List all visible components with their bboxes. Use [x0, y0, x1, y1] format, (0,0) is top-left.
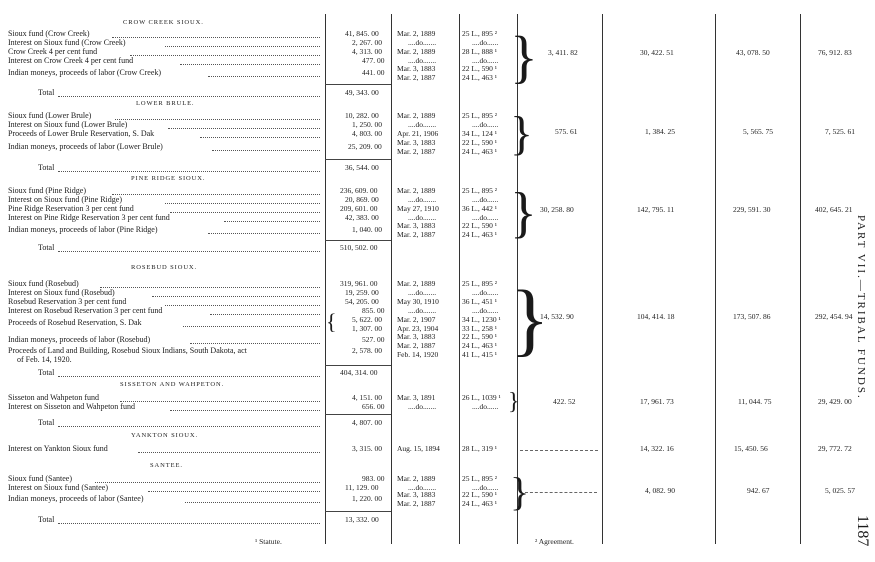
- citation: 36 L., 451 ¹: [462, 297, 497, 306]
- total-label: Total: [38, 368, 55, 377]
- footnote-agreement: ² Agreement.: [535, 537, 574, 546]
- citation: 36 L., 442 ¹: [462, 204, 497, 213]
- row-label: Interest on Sioux fund (Pine Ridge): [8, 195, 122, 204]
- amount: 209, 601. 00: [340, 204, 378, 213]
- date: May 27, 1910: [397, 204, 439, 213]
- amount: 25, 209. 00: [348, 142, 382, 151]
- amount: 855. 00: [362, 306, 385, 315]
- total-label: Total: [38, 515, 55, 524]
- citation: 34 L., 1230 ¹: [462, 315, 501, 324]
- row-label: Interest on Crow Creek 4 per cent fund: [8, 56, 134, 65]
- date: Mar. 2, 1889: [397, 279, 436, 288]
- date: ....do.......: [408, 195, 437, 204]
- column-rule: [715, 14, 716, 544]
- section-heading: CROW CREEK SIOUX.: [123, 19, 204, 26]
- col4-value: 402, 645. 21: [815, 205, 853, 214]
- date: Mar. 2, 1887: [397, 341, 436, 350]
- amount: 656. 00: [362, 402, 385, 411]
- bracket-icon: }: [510, 182, 537, 244]
- page-number: 1187: [854, 515, 871, 547]
- col1-value: 3, 411. 82: [548, 48, 578, 57]
- bracket-icon: }: [510, 107, 534, 160]
- date: Mar. 2, 1889: [397, 47, 436, 56]
- row-label: Interest on Sioux fund (Crow Creek): [8, 38, 126, 47]
- section-heading: YANKTON SIOUX.: [131, 432, 199, 439]
- date: Mar. 3, 1883: [397, 221, 436, 230]
- amount: 41, 845. 00: [345, 29, 379, 38]
- total-amount: 49, 343. 00: [345, 88, 379, 97]
- date: Apr. 21, 1906: [397, 129, 439, 138]
- col2-value: 14, 322. 16: [640, 444, 674, 453]
- total-label: Total: [38, 163, 55, 172]
- row-label: Indian moneys, proceeds of labor (Lower Brule): [8, 142, 163, 151]
- amount: 527. 00: [362, 335, 385, 344]
- blank-leader: [525, 492, 597, 493]
- total-label: Total: [38, 88, 55, 97]
- section-heading: PINE RIDGE SIOUX.: [131, 175, 206, 182]
- amount: 5, 622. 00: [352, 315, 382, 324]
- row-label: Sioux fund (Lower Brule): [8, 111, 92, 120]
- citation: 28 L., 888 ¹: [462, 47, 497, 56]
- col4-value: 29, 429. 00: [818, 397, 852, 406]
- amount: 319, 961. 00: [340, 279, 378, 288]
- row-label: Sioux fund (Crow Creek): [8, 29, 90, 38]
- row-label: Indian moneys, proceeds of labor (Rosebud): [8, 335, 151, 344]
- row-label: Proceeds of Lower Brule Reservation, S. Dak: [8, 129, 155, 138]
- citation: 24 L., 463 ¹: [462, 230, 497, 239]
- amount: 441. 00: [362, 68, 385, 77]
- col2-value: 4, 082. 90: [645, 486, 675, 495]
- citation: 33 L., 258 ¹: [462, 324, 497, 333]
- amount: 2, 267. 00: [352, 38, 382, 47]
- citation: ....do......: [472, 38, 499, 47]
- col1-value: 575. 61: [555, 127, 578, 136]
- citation: 24 L., 463 ¹: [462, 73, 497, 82]
- section-heading: LOWER BRULE.: [136, 100, 195, 107]
- amount: 1, 307. 00: [352, 324, 382, 333]
- date: ....do.......: [408, 306, 437, 315]
- date: Mar. 2, 1907: [397, 315, 436, 324]
- col1-value: 422. 52: [553, 397, 576, 406]
- amount: 10, 282. 00: [345, 111, 379, 120]
- total-amount: 510, 502. 00: [340, 243, 378, 252]
- row-label: Sisseton and Wahpeton fund: [8, 393, 99, 402]
- date: May 30, 1910: [397, 297, 439, 306]
- citation: ....do......: [472, 120, 499, 129]
- row-label: Indian moneys, proceeds of labor (Santee): [8, 494, 144, 503]
- col2-value: 17, 961. 73: [640, 397, 674, 406]
- citation: ....do......: [472, 195, 499, 204]
- section-heading: ROSEBUD SIOUX.: [131, 264, 198, 271]
- footnote-statute: ¹ Statute.: [255, 537, 282, 546]
- total-label: Total: [38, 243, 55, 252]
- citation: 25 L., 895 ²: [462, 29, 497, 38]
- date: ....do.......: [408, 483, 437, 492]
- citation: 25 L., 895 ²: [462, 111, 497, 120]
- date: ....do.......: [408, 38, 437, 47]
- bracket-icon: }: [510, 24, 538, 89]
- total-amount: 13, 332. 00: [345, 515, 379, 524]
- row-label: Indian moneys, proceeds of labor (Pine Ridge): [8, 225, 158, 234]
- col3-value: 15, 450. 56: [734, 444, 768, 453]
- date: ....do.......: [408, 213, 437, 222]
- date: Mar. 2, 1887: [397, 147, 436, 156]
- part-title: PART VII.—TRIBAL FUNDS.: [855, 215, 867, 400]
- date: Mar. 3, 1883: [397, 490, 436, 499]
- citation: ....do......: [472, 306, 499, 315]
- column-rule: [459, 14, 460, 544]
- col4-value: 29, 772. 72: [818, 444, 852, 453]
- row-label: Crow Creek 4 per cent fund: [8, 47, 98, 56]
- total-amount: 4, 807. 00: [352, 418, 382, 427]
- date: Aug. 15, 1894: [397, 444, 440, 453]
- date: Mar. 2, 1889: [397, 29, 436, 38]
- bracket-icon: {: [326, 309, 337, 334]
- citation: 34 L., 124 ¹: [462, 129, 497, 138]
- date: ....do.......: [408, 120, 437, 129]
- col3-value: 5, 565. 75: [743, 127, 773, 136]
- amount: 2, 578. 00: [352, 346, 382, 355]
- row-label: Pine Ridge Reservation 3 per cent fund: [8, 204, 134, 213]
- citation: 26 L., 1039 ¹: [462, 393, 501, 402]
- total-amount: 404, 314. 00: [340, 368, 378, 377]
- column-rule: [325, 14, 326, 544]
- date: ....do.......: [408, 402, 437, 411]
- col3-value: 11, 044. 75: [738, 397, 772, 406]
- row-label: Interest on Yankton Sioux fund: [8, 444, 108, 453]
- column-rule: [800, 14, 801, 544]
- citation: 41 L., 415 ¹: [462, 350, 497, 359]
- citation: 22 L., 590 ¹: [462, 332, 497, 341]
- col4-value: 76, 912. 83: [818, 48, 852, 57]
- row-label: Interest on Sisseton and Wahpeton fund: [8, 402, 135, 411]
- col1-value: 30, 258. 80: [540, 205, 574, 214]
- date: Mar. 2, 1889: [397, 111, 436, 120]
- date: Mar. 2, 1889: [397, 474, 436, 483]
- row-label: Proceeds of Rosebud Reservation, S. Dak: [8, 318, 142, 327]
- total-amount: 36, 544. 00: [345, 163, 379, 172]
- date: Feb. 14, 1920: [397, 350, 439, 359]
- amount: 3, 315. 00: [352, 444, 382, 453]
- col1-value: 14, 532. 90: [540, 312, 574, 321]
- row-label: Interest on Sioux fund (Lower Brule): [8, 120, 128, 129]
- date: Mar. 3, 1891: [397, 393, 436, 402]
- date: Mar. 2, 1889: [397, 186, 436, 195]
- col3-value: 229, 591. 30: [733, 205, 771, 214]
- citation: 25 L., 895 ²: [462, 279, 497, 288]
- citation: 22 L., 590 ¹: [462, 490, 497, 499]
- section-heading: SISSETON AND WAHPETON.: [120, 381, 225, 388]
- date: Mar. 3, 1883: [397, 138, 436, 147]
- date: Apr. 23, 1904: [397, 324, 439, 333]
- citation: 28 L., 319 ¹: [462, 444, 497, 453]
- col3-value: 43, 078. 50: [736, 48, 770, 57]
- amount: 1, 250. 00: [352, 120, 382, 129]
- date: ....do.......: [408, 56, 437, 65]
- col2-value: 142, 795. 11: [637, 205, 675, 214]
- citation: ....do......: [472, 483, 499, 492]
- date: ....do.......: [408, 288, 437, 297]
- citation: ....do......: [472, 213, 499, 222]
- col2-value: 1, 384. 25: [645, 127, 675, 136]
- amount: 1, 220. 00: [352, 494, 382, 503]
- column-rule: [602, 14, 603, 544]
- section-heading: SANTEE.: [150, 462, 183, 469]
- amount: 236, 609. 00: [340, 186, 378, 195]
- col4-value: 7, 525. 61: [825, 127, 855, 136]
- amount: 477. 00: [362, 56, 385, 65]
- date: Mar. 3, 1883: [397, 64, 436, 73]
- bracket-icon: }: [508, 389, 520, 415]
- citation: 22 L., 590 ¹: [462, 138, 497, 147]
- bracket-icon: }: [510, 273, 550, 364]
- column-rule: [391, 14, 392, 544]
- total-label: Total: [38, 418, 55, 427]
- row-label-continued: of Feb. 14, 1920.: [17, 355, 72, 364]
- amount: 4, 151. 00: [352, 393, 382, 402]
- amount: 42, 383. 00: [345, 213, 379, 222]
- row-label: Interest on Pine Ridge Reservation 3 per cent fund: [8, 213, 170, 222]
- row-label: Interest on Sioux fund (Rosebud): [8, 288, 115, 297]
- amount: 983. 00: [362, 474, 385, 483]
- amount: 19, 259. 00: [345, 288, 379, 297]
- amount: 20, 869. 00: [345, 195, 379, 204]
- col2-value: 30, 422. 51: [640, 48, 674, 57]
- citation: 22 L., 590 ¹: [462, 221, 497, 230]
- row-label: Sioux fund (Rosebud): [8, 279, 79, 288]
- col2-value: 104, 414. 18: [637, 312, 675, 321]
- citation: ....do......: [472, 402, 499, 411]
- citation: 25 L., 895 ²: [462, 474, 497, 483]
- citation: ....do......: [472, 288, 499, 297]
- row-label: Sioux fund (Pine Ridge): [8, 186, 86, 195]
- date: Mar. 2, 1887: [397, 73, 436, 82]
- citation: 25 L., 895 ²: [462, 186, 497, 195]
- bracket-icon: }: [510, 469, 530, 514]
- row-label: Sioux fund (Santee): [8, 474, 72, 483]
- amount: 4, 803. 00: [352, 129, 382, 138]
- citation: 24 L., 463 ¹: [462, 499, 497, 508]
- citation: 24 L., 463 ¹: [462, 341, 497, 350]
- row-label: Interest on Sioux fund (Santee): [8, 483, 108, 492]
- citation: 24 L., 463 ¹: [462, 147, 497, 156]
- col4-value: 292, 454. 94: [815, 312, 853, 321]
- citation: ....do......: [472, 56, 499, 65]
- date: Mar. 2, 1887: [397, 499, 436, 508]
- col3-value: 942. 67: [747, 486, 770, 495]
- row-label: Indian moneys, proceeds of labor (Crow Creek): [8, 68, 162, 77]
- col3-value: 173, 507. 86: [733, 312, 771, 321]
- citation: 22 L., 590 ¹: [462, 64, 497, 73]
- amount: 1, 040. 00: [352, 225, 382, 234]
- amount: 11, 129. 00: [345, 483, 379, 492]
- date: Mar. 3, 1883: [397, 332, 436, 341]
- date: Mar. 2, 1887: [397, 230, 436, 239]
- row-label: Proceeds of Land and Building, Rosebud Sioux Indians, South Dakota, act: [8, 346, 247, 355]
- amount: 4, 313. 00: [352, 47, 382, 56]
- col4-value: 5, 025. 57: [825, 486, 855, 495]
- row-label: Interest on Rosebud Reservation 3 per cent fund: [8, 306, 163, 315]
- row-label: Rosebud Reservation 3 per cent fund: [8, 297, 127, 306]
- amount: 54, 205. 00: [345, 297, 379, 306]
- blank-leader: [520, 450, 598, 451]
